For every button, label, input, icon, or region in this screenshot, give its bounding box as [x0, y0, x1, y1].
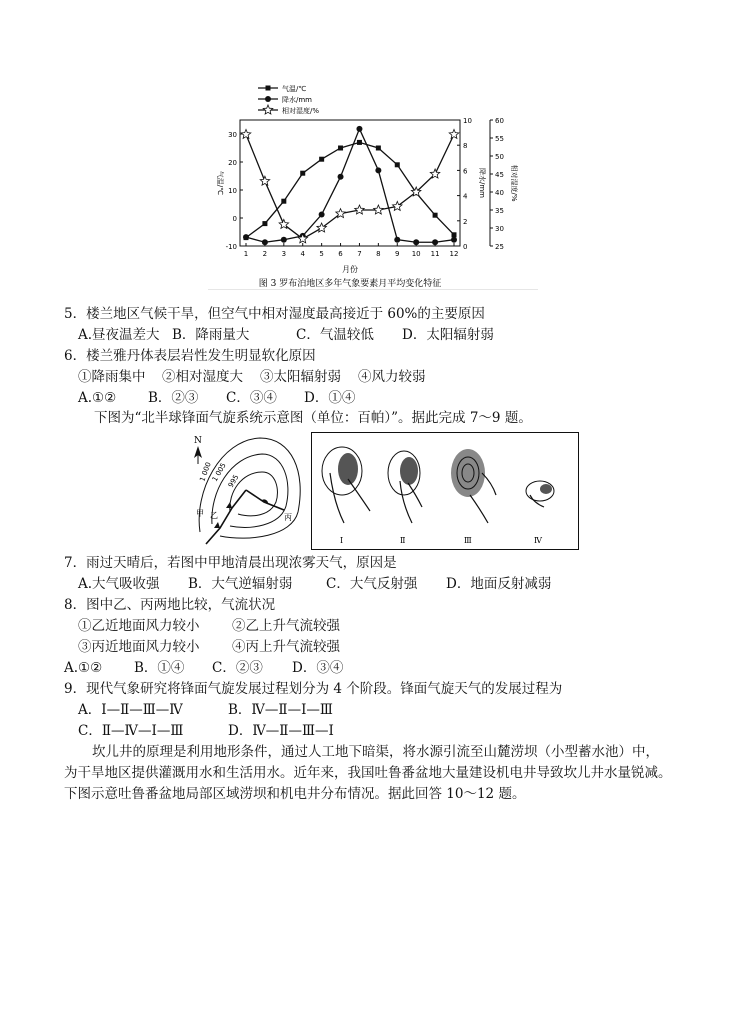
x-tick-label: 11 [430, 250, 440, 258]
series-point-2 [356, 126, 362, 132]
q5-option-b[interactable]: B．降雨量大 [172, 327, 250, 343]
isobar-label-1000: 1 000 [198, 461, 213, 483]
y-right1-tick-label: 0 [463, 243, 468, 251]
y-left-tick-label: 10 [228, 187, 237, 195]
series-point-3 [355, 205, 365, 214]
series-point-2 [243, 234, 249, 240]
q6-stem: 6．楼兰雅丹体表层岩性发生明显软化原因 [64, 348, 316, 364]
chart-series [241, 126, 459, 245]
q6-option-a[interactable]: A.①② [78, 390, 117, 406]
x-tick-label: 2 [262, 250, 268, 258]
y-left-label: 气温/℃ [216, 170, 224, 196]
legend-marker-3 [263, 105, 273, 114]
legend-label-3: 相对湿度/% [282, 107, 320, 115]
q5-option-d[interactable]: D．太阳辐射弱 [402, 327, 494, 343]
q9-stem: 9．现代气象研究将锋面气旋发展过程划分为 4 个阶段。锋面气旋天气的发展过程为 [64, 681, 563, 697]
y-right1-tick-label: 2 [463, 217, 468, 226]
q7-option-b[interactable]: B．大气逆辐射弱 [188, 576, 293, 592]
series-point-3 [241, 129, 251, 138]
series-point-1 [281, 199, 286, 204]
y-right2-tick-label: 55 [495, 135, 504, 143]
y-right2-tick-label: 25 [495, 243, 504, 251]
q6-option-d[interactable]: D．①④ [304, 390, 356, 406]
isobar-outer [199, 438, 300, 538]
y-right2-tick-label: 45 [495, 171, 504, 179]
series-point-2 [451, 237, 457, 243]
series-line-3 [246, 134, 454, 238]
q8-item-3: ③丙近地面风力较小 [78, 639, 200, 655]
chart-axes [216, 117, 519, 258]
q5-stem: 5．楼兰地区气候干旱，但空气中相对湿度最高接近于 60%的主要原因 [64, 306, 485, 322]
legend-marker-2 [265, 96, 271, 102]
series-point-2 [319, 212, 325, 218]
series-point-2 [375, 167, 381, 173]
q8-option-b[interactable]: B．①④ [134, 660, 185, 676]
stage-2-diagram [388, 451, 422, 523]
stage-label-4: Ⅳ [534, 536, 542, 545]
stage-label-1: Ⅰ [340, 536, 344, 545]
series-line-1 [246, 142, 454, 237]
isobar-label-1005: 1 005 [210, 461, 228, 483]
cold-front-tooth-2 [214, 522, 220, 528]
series-point-1 [376, 146, 381, 151]
north-label: N [194, 436, 202, 446]
series-point-2 [281, 237, 287, 243]
q8-item-1: ①乙近地面风力较小 [78, 618, 200, 634]
q6-item-3: ③太阳辐射弱 [260, 369, 341, 385]
q8-item-2: ②乙上升气流较强 [232, 618, 340, 634]
q8-option-d[interactable]: D．③④ [292, 660, 344, 676]
legend-label-1: 气温/℃ [282, 85, 307, 93]
series-point-2 [262, 239, 268, 245]
q9-option-b[interactable]: B．Ⅳ—Ⅱ—Ⅰ—Ⅲ [228, 702, 333, 718]
y-right2-tick-label: 50 [495, 153, 504, 161]
y-left-tick-label: -10 [225, 243, 237, 251]
cyclone-stages [311, 432, 579, 550]
north-arrow-icon [194, 446, 202, 464]
series-point-2 [432, 239, 438, 245]
series-point-3 [260, 176, 270, 185]
x-tick-label: 5 [319, 250, 324, 258]
x-tick-label: 1 [243, 250, 249, 258]
q6-item-2: ②相对湿度大 [162, 369, 243, 385]
y-right1-tick-label: 4 [463, 192, 468, 201]
series-point-2 [413, 239, 419, 245]
x-tick-label: 6 [338, 250, 343, 258]
q8-stem: 8．图中乙、丙两地比较，气流状况 [64, 597, 276, 613]
q6-item-4: ④风力较弱 [358, 369, 426, 385]
x-axis-label: 月份 [342, 265, 358, 274]
y-right2-label: 相对湿度/% [510, 164, 518, 202]
cyclone-isobar-map [180, 432, 306, 548]
q5-option-c[interactable]: C．气温较低 [296, 327, 374, 343]
isobar-label-995: 995 [226, 473, 241, 489]
y-right2-tick-label: 30 [495, 225, 504, 233]
series-point-1 [300, 171, 305, 176]
q5-option-a[interactable]: A.昼夜温差大 [78, 327, 160, 343]
x-tick-label: 12 [449, 250, 459, 258]
series-point-3 [317, 223, 327, 232]
y-left-tick-label: 20 [228, 159, 237, 167]
climate-chart [208, 80, 538, 290]
q8-option-a[interactable]: A.①② [64, 660, 103, 676]
place-jia: 甲 [196, 509, 204, 518]
q7-stem: 7．雨过天晴后，若图中甲地清晨出现浓雾天气，原因是 [64, 555, 397, 571]
series-point-1 [338, 146, 343, 151]
x-tick-label: 9 [395, 250, 400, 258]
cold-front-tooth-1 [226, 502, 232, 508]
chart-legend [258, 84, 319, 115]
q7-option-c[interactable]: C．大气反射强 [326, 576, 418, 592]
series-point-1 [395, 162, 400, 167]
y-right1-tick-label: 8 [463, 142, 468, 151]
q8-item-4: ④丙上升气流较强 [232, 639, 340, 655]
plot-frame [240, 120, 460, 246]
series-point-1 [262, 221, 267, 226]
series-point-3 [393, 201, 403, 210]
x-tick-label: 3 [281, 250, 287, 258]
intro-7-9: 下图为“北半球锋面气旋系统示意图（单位：百帕）”。据此完成 7～9 题。 [94, 410, 532, 426]
x-tick-label: 4 [300, 250, 305, 258]
legend-marker-1 [266, 86, 271, 91]
q8-option-c[interactable]: C．②③ [212, 660, 263, 676]
series-point-1 [357, 140, 362, 145]
q9-option-c[interactable]: C．Ⅱ—Ⅳ—Ⅰ—Ⅲ [78, 723, 184, 739]
series-point-1 [433, 213, 438, 218]
y-right1-tick-label: 6 [463, 167, 468, 176]
q6-item-1: ①降雨集中 [78, 369, 146, 385]
series-point-3 [449, 129, 459, 138]
place-bing: 丙 [284, 513, 292, 522]
series-point-1 [319, 157, 324, 162]
stage-label-2: Ⅱ [400, 536, 406, 545]
y-right1-label: 降水/mm [478, 168, 486, 198]
y-left-tick-label: 0 [232, 215, 237, 223]
y-right2-tick-label: 35 [495, 207, 504, 215]
q7-option-d[interactable]: D．地面反射减弱 [446, 576, 552, 592]
series-point-3 [374, 205, 384, 214]
intro-10-12: 坎儿井的原理是利用地形条件，通过人工地下暗渠，将水源引流至山麓涝坝（小型蓄水池）中，为干旱地区提供灌溉用水和生活用水。近年来，我国吐鲁番盆地大量建设机电井导致坎儿井水量锐减。下图示意吐鲁番盆地局部区域涝坝和机电井分布情况。据此回答 10～12 题。 [64, 744, 672, 802]
stage-label-3: Ⅲ [464, 536, 472, 545]
q6-option-b[interactable]: B．②③ [148, 390, 199, 406]
place-yi: 乙 [210, 511, 218, 520]
x-tick-label: 10 [411, 250, 421, 258]
q6-option-c[interactable]: C．③④ [226, 390, 277, 406]
y-right2-tick-label: 60 [495, 117, 504, 125]
q9-option-d[interactable]: D．Ⅳ—Ⅱ—Ⅲ—Ⅰ [228, 723, 334, 739]
series-point-1 [452, 232, 457, 237]
stage-4-diagram [526, 481, 554, 507]
y-left-tick-label: 30 [228, 131, 237, 139]
stage-3-diagram [451, 449, 496, 523]
chart-title: 图 3 罗布泊地区多年气象要素月平均变化特征 [258, 279, 442, 289]
series-point-3 [298, 234, 308, 243]
q9-option-a[interactable]: A．Ⅰ—Ⅱ—Ⅲ—Ⅳ [78, 702, 183, 718]
stage-1-diagram [322, 447, 370, 523]
x-tick-label: 8 [376, 250, 381, 258]
y-right2-tick-label: 40 [495, 189, 504, 197]
series-point-2 [338, 174, 344, 180]
y-right1-tick-label: 10 [463, 117, 472, 125]
q7-option-a[interactable]: A.大气吸收强 [78, 576, 160, 592]
legend-label-2: 降水/mm [282, 96, 312, 104]
x-tick-label: 7 [357, 250, 362, 258]
series-point-2 [394, 237, 400, 243]
